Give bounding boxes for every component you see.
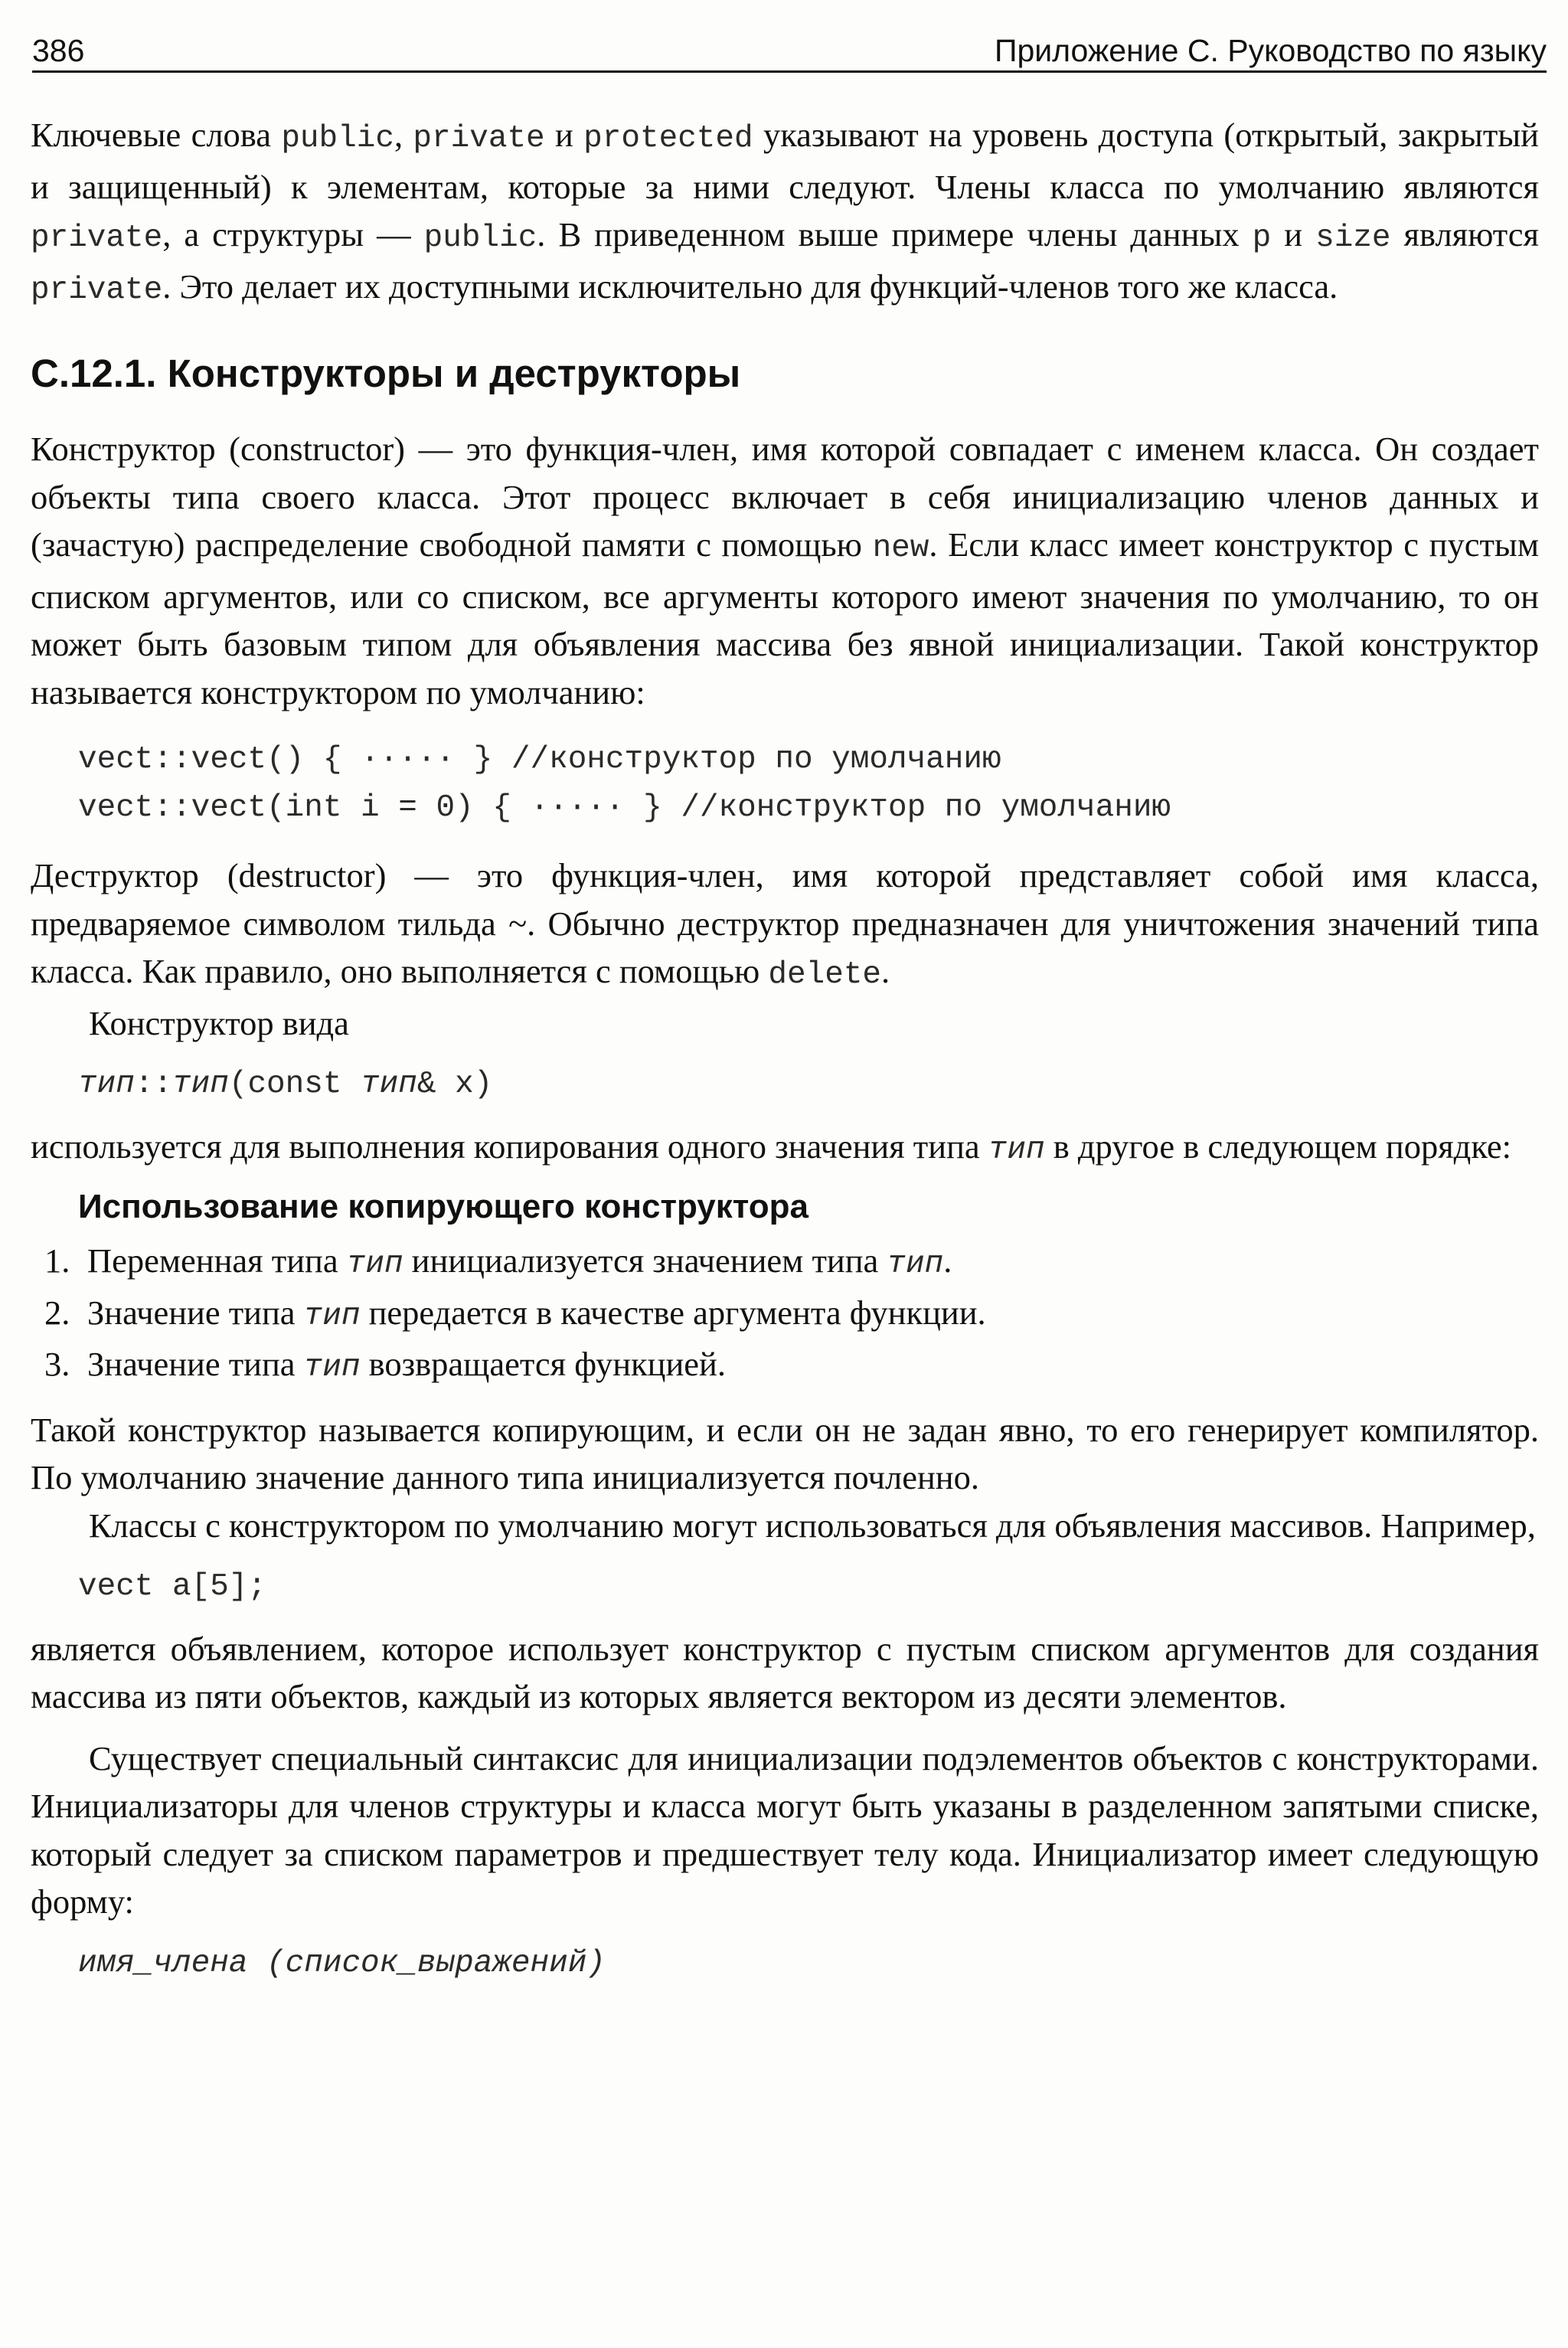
code-keyword: size bbox=[1315, 221, 1391, 256]
text-run: инициализуется значением типа bbox=[403, 1241, 887, 1280]
list-number: 2. bbox=[44, 1293, 70, 1332]
copy-constructor-list bbox=[31, 1237, 1539, 1392]
text-run: . bbox=[881, 952, 890, 990]
paragraph-copy-usage bbox=[31, 1123, 1539, 1175]
code-text: (const bbox=[228, 1067, 361, 1102]
code-keyword: p bbox=[1252, 221, 1272, 256]
code-keyword: public bbox=[423, 221, 537, 256]
paragraph-initializers: Существует специальный синтаксис для инициализации подэлементов объектов с конструкторами. Инициализаторы для членов структуры и класса могут быть указаны в разделенном запятыми списке, который следует за списком параметров и предшествует телу кода. Инициализатор имеет следующую форму: bbox=[31, 1738, 1539, 1921]
code-italic: тип bbox=[346, 1247, 403, 1282]
code-line: vect::vect() { ····· } //конструктор по умолчанию bbox=[78, 742, 1001, 777]
code-keyword: private bbox=[413, 121, 545, 156]
text-run: Значение типа bbox=[87, 1293, 304, 1332]
list-item bbox=[31, 1340, 1539, 1392]
paragraph-arrays: Классы с конструктором по умолчанию могут использоваться для объявления массивов. Например, bbox=[89, 1506, 1536, 1545]
code-italic: тип bbox=[303, 1298, 361, 1334]
section-heading: С.12.1. Конструкторы и деструкторы bbox=[31, 352, 741, 395]
text-run: Значение типа bbox=[87, 1345, 304, 1383]
text-run: Ключевые слова bbox=[31, 116, 282, 154]
text-run: указывают на уровень доступа (открытый, закрытый и защищенный) к элементам, которые за ними следуют. Члены класса по умолчанию являются bbox=[31, 116, 1539, 206]
code-line: vect a[5]; bbox=[78, 1569, 267, 1604]
page-header bbox=[32, 31, 1547, 73]
text-run: Конструктор (constructor) — это функция-член, имя которой совпадает с именем класса. Он создает объекты типа своего класса. Этот процесс включает в себя инициализацию членов данных и (зачастую) распределение свободной памяти с помощью bbox=[31, 430, 1539, 564]
running-title: Приложение С. Руководство по языку bbox=[994, 33, 1547, 68]
code-italic: тип bbox=[78, 1067, 135, 1102]
paragraph-constructor bbox=[31, 425, 1539, 716]
paragraph-copy-constructor: Такой конструктор называется копирующим, и если он не задан явно, то его генерирует компилятор. По умолчанию значение данного типа инициализуется почленно. bbox=[31, 1410, 1539, 1496]
code-italic: тип bbox=[172, 1067, 229, 1102]
list-number: 1. bbox=[44, 1241, 70, 1280]
text-run: . Это делает их доступными исключительно для функций-членов того же класса. bbox=[162, 267, 1338, 306]
text-run: и bbox=[1271, 215, 1316, 253]
text-run: передается в качестве аргумента функции. bbox=[360, 1293, 986, 1332]
code-italic: тип bbox=[303, 1350, 361, 1385]
code-italic: имя_члена (список_выражений) bbox=[78, 1945, 606, 1981]
list-number: 3. bbox=[44, 1345, 70, 1383]
text-run: и bbox=[544, 116, 584, 154]
text-run: Деструктор (destructor) — это функция-член, имя которой представляет собой имя класса, предваряемое символом тильда ~. Обычно деструктор предназначен для уничтожения значений типа класса. Как правило, оно выполняется с помощью bbox=[31, 856, 1539, 990]
code-line: vect::vect(int i = 0) { ····· } //конструктор по умолчанию bbox=[78, 790, 1171, 826]
text-run: возвращается функцией. bbox=[360, 1345, 726, 1383]
page-content bbox=[31, 111, 1539, 1987]
code-italic: тип bbox=[887, 1247, 944, 1282]
code-keyword: private bbox=[31, 272, 163, 308]
paragraph-destructor bbox=[31, 852, 1539, 999]
paragraph-constructor-form: Конструктор вида bbox=[89, 1003, 349, 1042]
code-italic: тип bbox=[988, 1132, 1045, 1168]
code-line-copy-constructor bbox=[31, 1061, 1539, 1109]
text-run: Переменная типа bbox=[87, 1241, 347, 1280]
text-run: . В приведенном выше примере члены данных bbox=[537, 215, 1253, 253]
text-run: . bbox=[943, 1241, 952, 1280]
code-keyword: private bbox=[31, 221, 163, 256]
code-keyword: delete bbox=[768, 957, 882, 993]
subheading: Использование копирующего конструктора bbox=[78, 1188, 808, 1225]
list-item bbox=[31, 1289, 1539, 1341]
code-keyword: protected bbox=[583, 121, 753, 156]
paragraph-access-keywords bbox=[31, 111, 1539, 314]
code-text: & x) bbox=[416, 1067, 493, 1102]
code-text: :: bbox=[134, 1067, 173, 1102]
list-item bbox=[31, 1237, 1539, 1289]
paragraph-array-declaration: является объявлением, которое использует конструктор с пустым списком аргументов для создания массива из пяти объектов, каждый из которых является вектором из десяти элементов. bbox=[31, 1629, 1539, 1715]
page-number: 386 bbox=[32, 33, 85, 68]
code-line-initializer-form bbox=[31, 1940, 1539, 1988]
text-run: . Если класс имеет конструктор с пустым списком аргументов, или со списком, все аргументы которого имеют значения по умолчанию, то он может быть базовым типом для объявления массива без явной инициализации. Такой конструктор называется конструктором по умолчанию: bbox=[31, 525, 1539, 711]
code-keyword: public bbox=[281, 121, 394, 156]
code-keyword: new bbox=[872, 531, 929, 566]
text-run: в другое в следующем порядке: bbox=[1044, 1127, 1511, 1166]
code-italic: тип bbox=[361, 1067, 417, 1102]
text-run: используется для выполнения копирования одного значения типа bbox=[31, 1127, 988, 1166]
text-run: , bbox=[394, 116, 413, 154]
text-run: являются bbox=[1390, 215, 1539, 253]
text-run: , а структуры — bbox=[162, 215, 424, 253]
